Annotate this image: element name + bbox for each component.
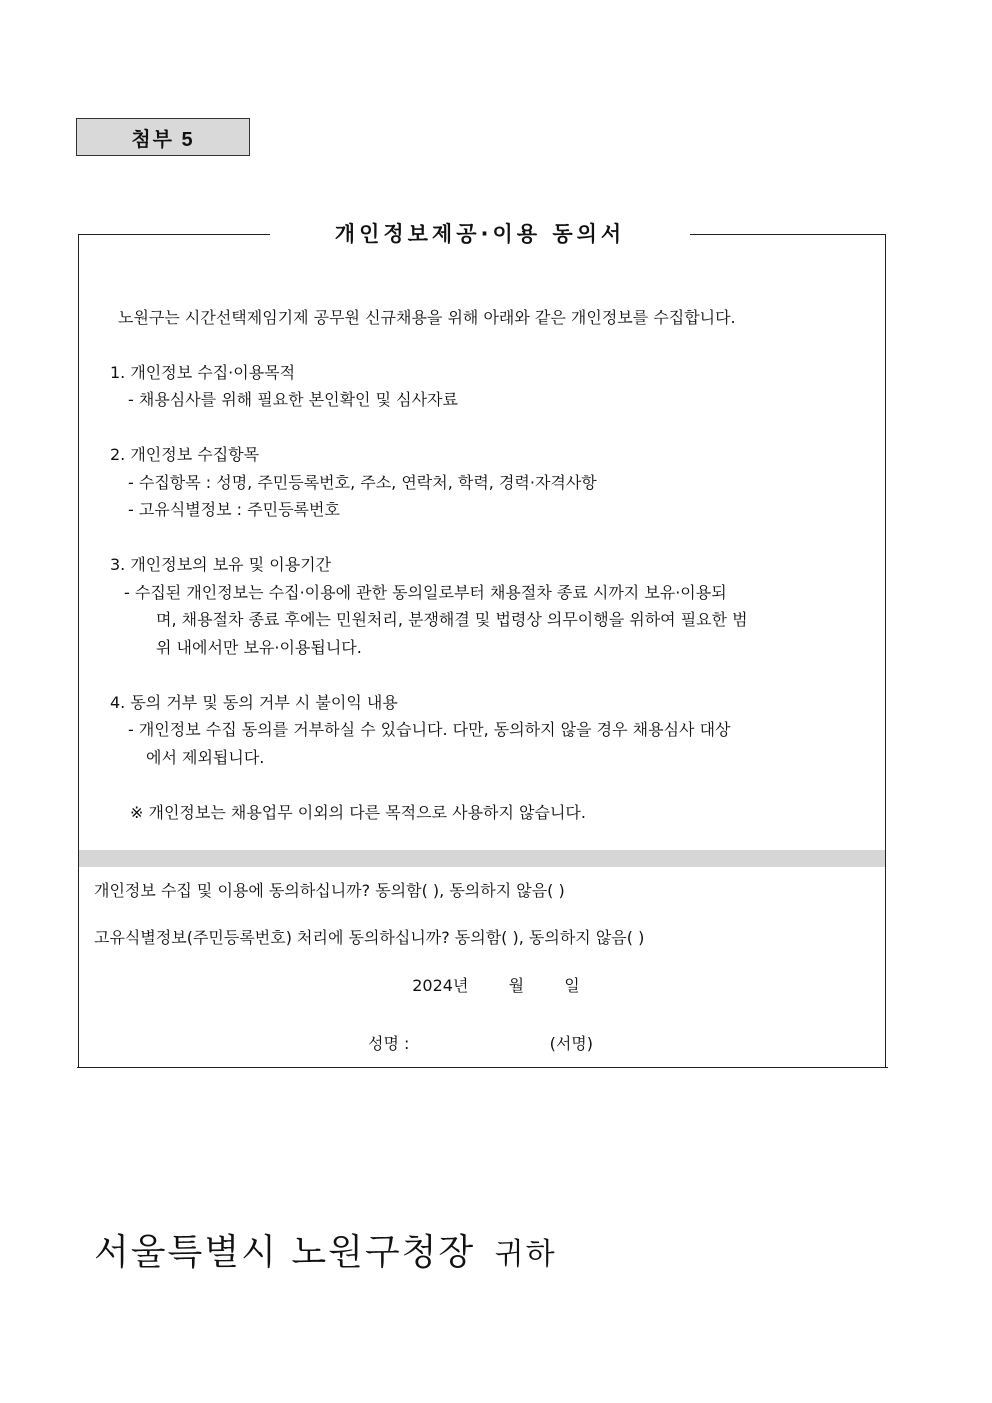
date-month: 월 [508, 976, 525, 995]
form-divider [79, 850, 885, 867]
section-3-item-1-cont-1: 며, 채용절차 종료 후에는 민원처리, 분쟁해결 및 법령상 의무이행을 위하여 필요한 범 [156, 610, 748, 629]
section-4-item-1-cont: 에서 제외됩니다. [146, 748, 265, 767]
title-rule-right [690, 234, 886, 235]
section-4-item-1: - 개인정보 수집 동의를 거부하실 수 있습니다. 다만, 동의하지 않을 경우 채용심사 대상 [128, 720, 731, 739]
consent-personal-info[interactable]: 개인정보 수집 및 이용에 동의하십니까? 동의함( ), 동의하지 않음( ) [94, 881, 565, 900]
signature-row [368, 1030, 593, 1057]
title-rule-left [78, 234, 270, 235]
signature-label: 성명 : [368, 1034, 410, 1053]
section-1-item-1: - 채용심사를 위해 필요한 본인확인 및 심사자료 [128, 390, 458, 409]
form-title: 개인정보제공·이용 동의서 [334, 222, 626, 246]
section-2-heading: 2. 개인정보 수집항목 [110, 445, 260, 464]
section-3-heading: 3. 개인정보의 보유 및 이용기간 [110, 555, 332, 574]
form-bottom-line [77, 1067, 888, 1068]
date-row [0, 972, 992, 999]
recipient-name: 서울특별시 노원구청장 [94, 1232, 476, 1273]
consent-unique-id[interactable]: 고유식별정보(주민등록번호) 처리에 동의하십니까? 동의함( ), 동의하지 않음( ) [94, 928, 645, 947]
date-day: 일 [564, 976, 580, 995]
recipient [94, 1224, 557, 1275]
attachment-label: 첨부 5 [76, 118, 250, 156]
section-2-item-2: - 고유식별정보 : 주민등록번호 [128, 500, 340, 519]
recipient-suffix: 귀하 [494, 1237, 557, 1272]
form-intro: 노원구는 시간선택제임기제 공무원 신규채용을 위해 아래와 같은 개인정보를 수집합니다. [118, 308, 736, 327]
section-4-heading: 4. 동의 거부 및 동의 거부 시 불이익 내용 [110, 693, 398, 712]
section-2-item-1: - 수집항목 : 성명, 주민등록번호, 주소, 연락처, 학력, 경력·자격사항 [128, 473, 597, 492]
signature-suffix: (서명) [549, 1034, 593, 1053]
section-3-item-1-cont-2: 위 내에서만 보유·이용됩니다. [156, 638, 362, 657]
form-note: ※ 개인정보는 채용업무 이외의 다른 목적으로 사용하지 않습니다. [130, 803, 586, 822]
date-year: 2024년 [412, 976, 469, 995]
section-3-item-1: - 수집된 개인정보는 수집·이용에 관한 동의일로부터 채용절차 종료 시까지 보유·이용되 [124, 583, 727, 602]
section-1-heading: 1. 개인정보 수집·이용목적 [110, 363, 296, 382]
